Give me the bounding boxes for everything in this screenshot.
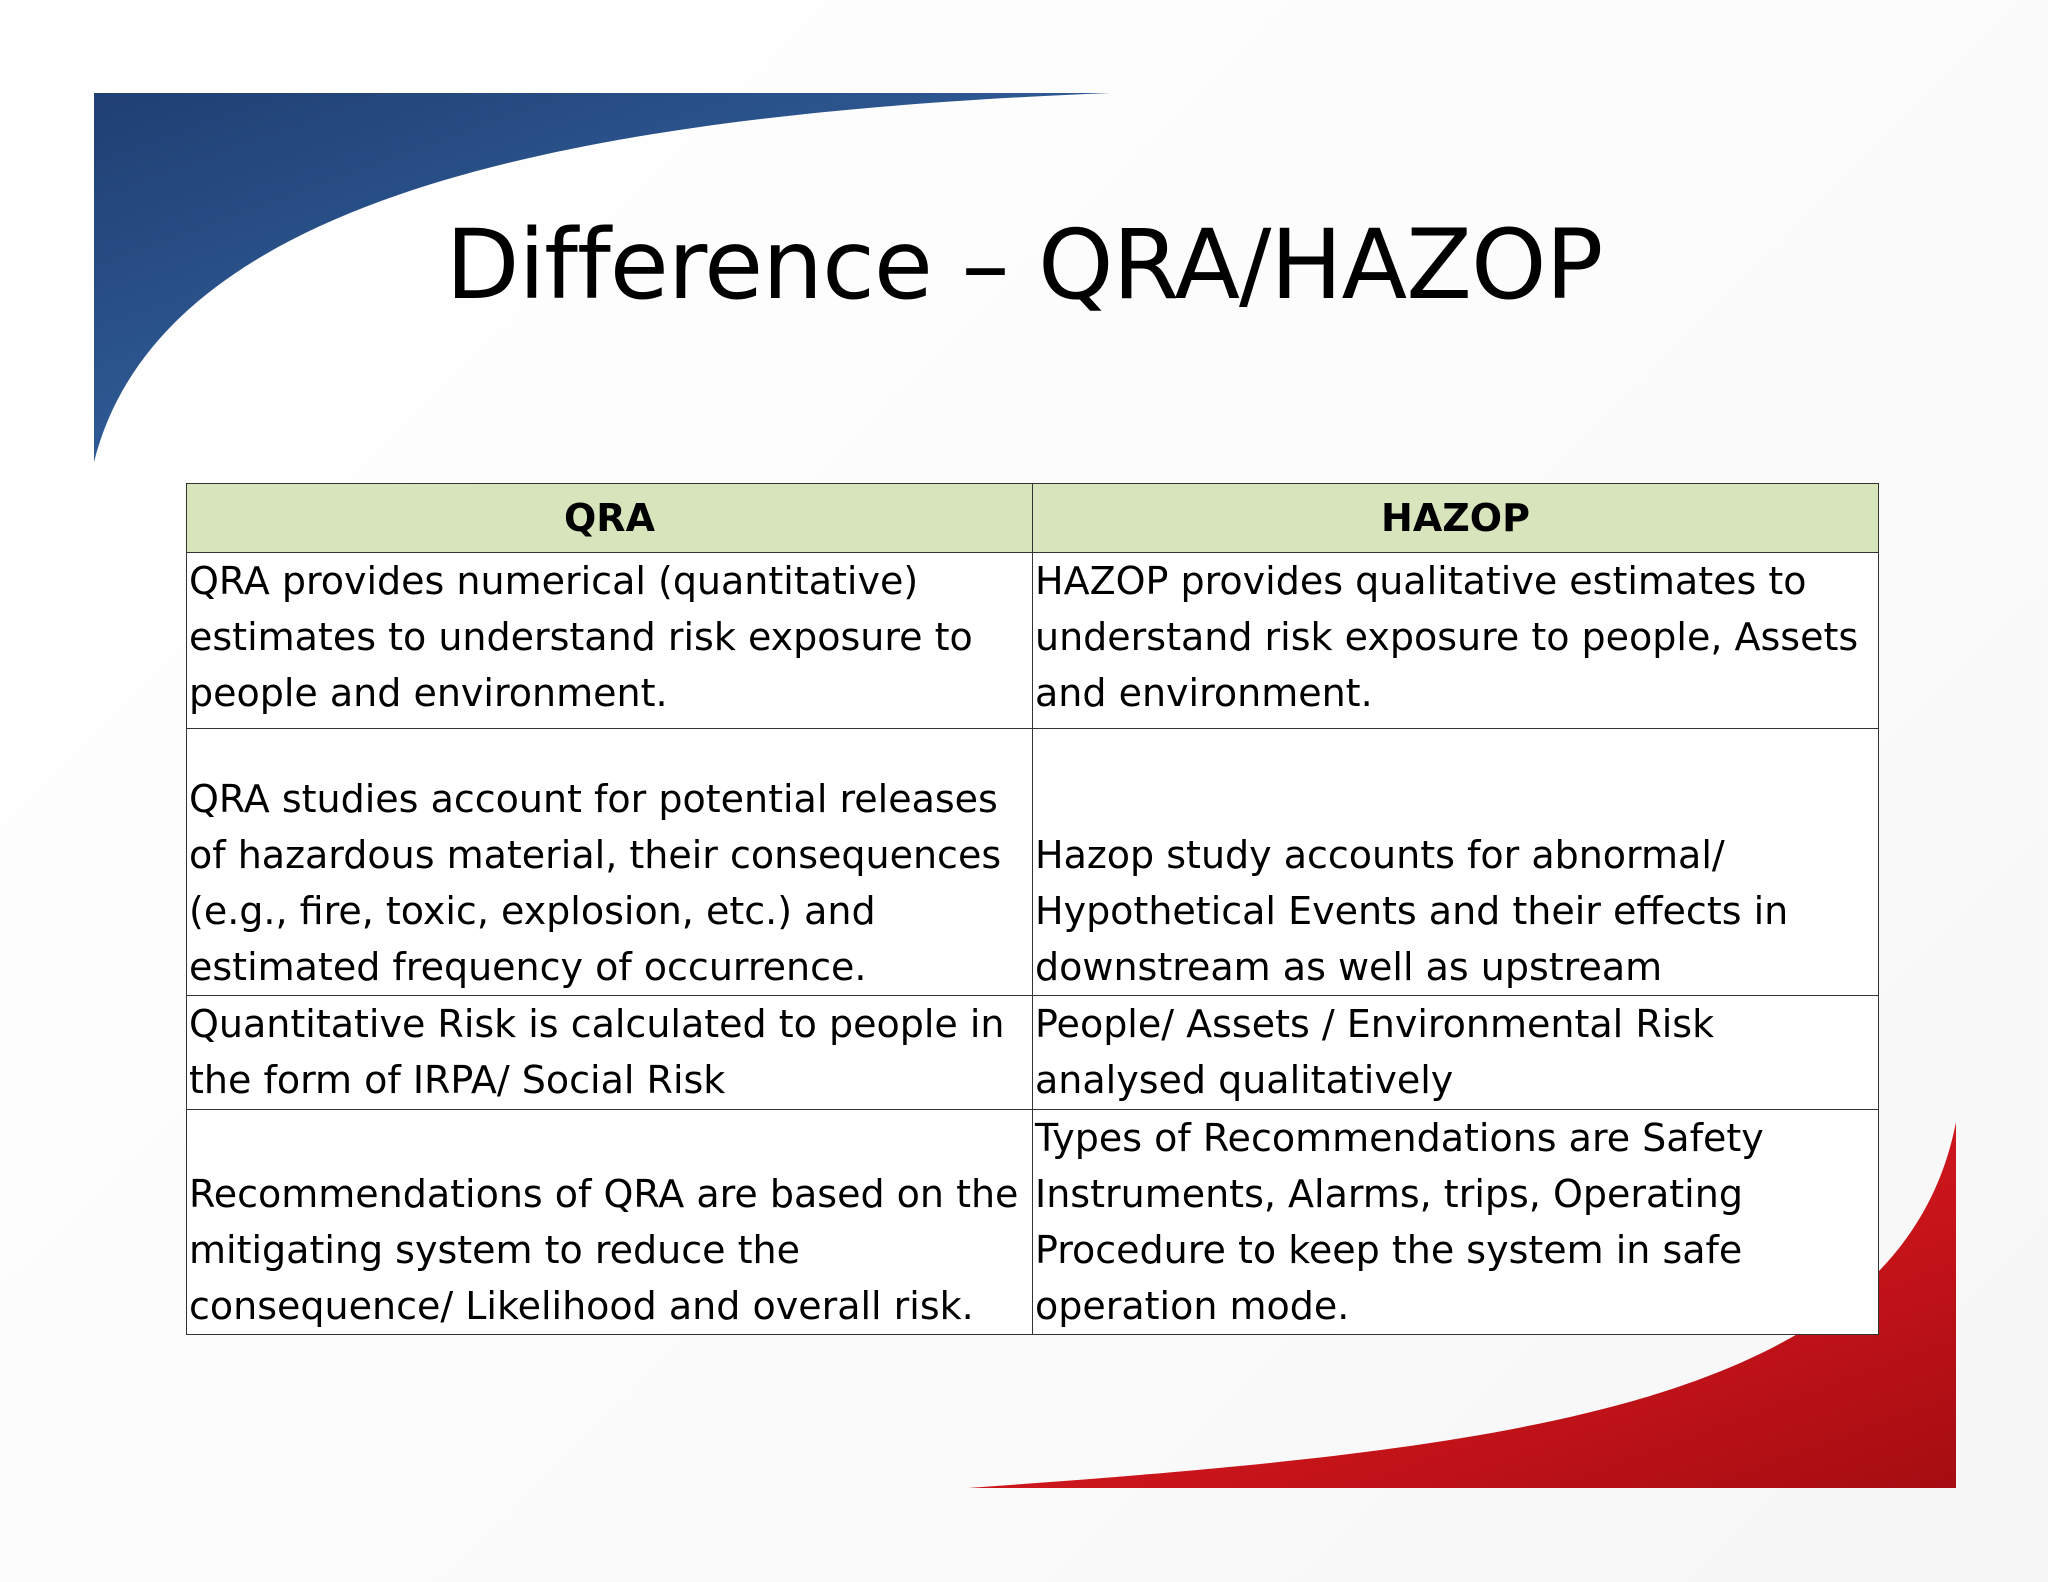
qra-cell-text: Recommendations of QRA are based on the mitigating system to reduce the consequence/ Likelihood and overall risk. [189,1172,1019,1328]
comparison-table [186,483,1879,1335]
hazop-cell [1033,1110,1879,1335]
header-hazop: HAZOP [1033,484,1879,553]
hazop-cell-text: Hazop study accounts for abnormal/ Hypothetical Events and their effects in downstream as well as upstream [1035,833,1789,989]
hazop-cell [1033,553,1879,729]
hazop-cell-text: People/ Assets / Environmental Risk analysed qualitatively [1035,1002,1715,1102]
qra-cell [187,553,1033,729]
hazop-cell [1033,996,1879,1110]
qra-cell [187,996,1033,1110]
hazop-cell-text: Types of Recommendations are Safety Instruments, Alarms, trips, Operating Procedure to keep the system in safe operation mode. [1035,1116,1764,1328]
hazop-cell [1033,729,1879,996]
table-row [187,729,1879,996]
qra-cell [187,729,1033,996]
qra-cell [187,1110,1033,1335]
table-row [187,1110,1879,1335]
header-qra: QRA [187,484,1033,553]
table-row [187,996,1879,1110]
table-header-row [187,484,1879,553]
qra-cell-text: QRA studies account for potential releases of hazardous material, their consequences (e.g., fire, toxic, explosion, etc.) and estimated frequency of occurrence. [189,777,1002,989]
qra-cell-text: Quantitative Risk is calculated to people in the form of IRPA/ Social Risk [189,1002,1005,1102]
slide-title: Difference – QRA/HAZOP [445,209,1603,321]
qra-cell-text: QRA provides numerical (quantitative) estimates to understand risk exposure to people and environment. [189,559,973,715]
table-row [187,553,1879,729]
hazop-cell-text: HAZOP provides qualitative estimates to understand risk exposure to people, Assets and environment. [1035,559,1859,715]
